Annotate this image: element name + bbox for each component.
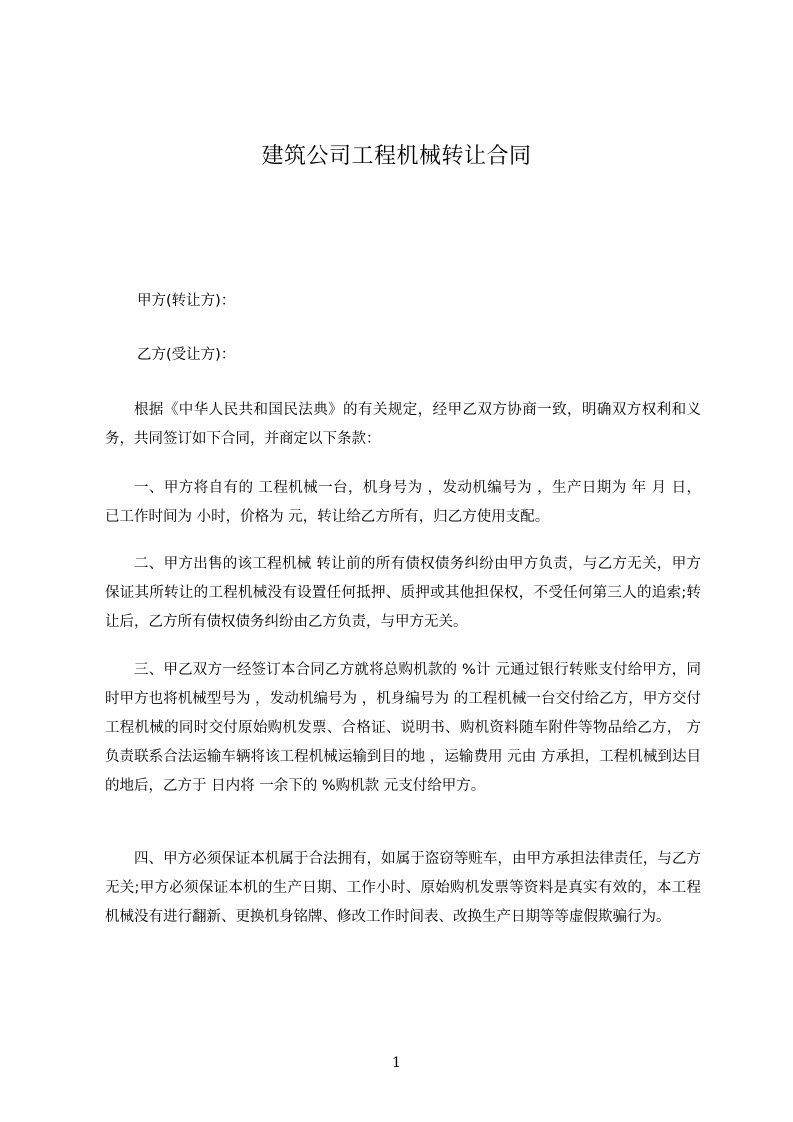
- intro-paragraph: 根据《中华人民共和国民法典》的有关规定，经甲乙双方协商一致，明确双方权利和义务，共同签订如下合同，并商定以下条款：: [105, 402, 701, 447]
- clause-3: 三、甲乙双方一经签订本合同乙方就将总购机款的 %计 元通过银行转账支付给甲方，同时甲方也将机械型号为 ，发动机编号为 ，机身编号为 的工程机械一台交付给乙方，甲方交付工程机械的同时交付原始购机发票、合格证、说明书、购机资料随车附件等物品给乙方， 方负责联系合法运输车辆将该工程机械运输到目的地 ，运输费用 元由 方承担，工程机械到达目的地后，乙方于 日内将 一余下的 %购机款 元支付给甲方。: [105, 662, 701, 794]
- party-b-label: 乙方(受让方)：: [137, 347, 236, 363]
- document-title: 建筑公司工程机械转让合同: [261, 144, 532, 169]
- clause-4: 四、甲方必须保证本机属于合法拥有，如属于盗窃等赃车，由甲方承担法律责任，与乙方无关;甲方必须保证本机的生产日期、工作小时、原始购机发票等资料是真实有效的，本工程机械没有进行翻新、更换机身铭牌、修改工作时间表、改换生产日期等等虚假欺骗行为。: [105, 851, 701, 925]
- clause-2: 二、甲方出售的该工程机械 转让前的所有债权债务纠纷由甲方负责，与乙方无关，甲方保证其所转让的工程机械没有设置任何抵押、质押或其他担保权，不受任何第三人的追索;转让后，乙方所有债权债务纠纷由乙方负责，与甲方无关。: [105, 556, 701, 630]
- page-number: 1: [392, 1055, 401, 1071]
- party-a-label: 甲方(转让方)：: [137, 293, 236, 309]
- clause-1: 一、甲方将自有的 工程机械一台，机身号为 ，发动机编号为 ，生产日期为 年 月 日， 已工作时间为 小时，价格为 元，转让给乙方所有，归乙方使用支配。: [105, 480, 701, 525]
